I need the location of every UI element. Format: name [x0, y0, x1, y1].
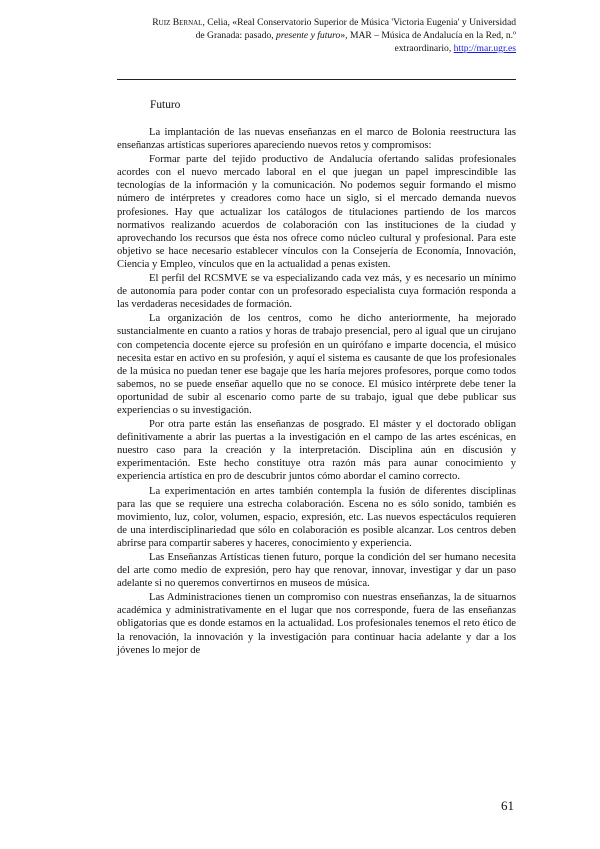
paragraph: La implantación de las nuevas enseñanzas en el marco de Bolonia reestructura las enseñanzas artísticas superiores apareciendo nuevos retos y compromisos: [117, 127, 516, 152]
running-header [110, 16, 516, 55]
header-line-3 [110, 42, 516, 55]
paragraph: Las Enseñanzas Artísticas tienen futuro, porque la condición del ser humano necesita del arte como medio de expresión, pero hay que renovar, innovar, investigar y dar un paso adelante si no queremos convertirnos en museos de música. [117, 552, 516, 590]
header-line-2 [110, 29, 516, 42]
body-text [117, 126, 516, 658]
paragraph: La experimentación en artes también contempla la fusión de diferentes disciplinas para las que se requiere una estrecha colaboración. Escena no es sólo sonido, también es movimiento, luz, color, volumen, espacio, expresión, etc. Las nuevos espectáculos requieren de una interdisciplinariedad que sólo en colaboración es posible alcanzar. Los centros deben abrirse para compartir saberes y haceres, conocimiento y experiencia. [117, 485, 516, 549]
header-line-1-rest: , Celia, «Real Conservatorio Superior de Música 'Victoria Eugenia' y Universidad [202, 17, 516, 28]
header-line-2-b: », MAR – Música de Andalucía en la Red, n.º [340, 30, 516, 41]
header-line-3-text: extraordinario, [394, 43, 454, 54]
paragraph: Por otra parte están las enseñanzas de posgrado. El máster y el doctorado obligan definitivamente a abrir las puertas a la investigación en el campo de las artes escénicas, en nuestro caso para la creación y la interpretación. Disciplina aún en discusión y experimentación. Este hecho constituye otra razón más para aunar conocimiento y experiencia artística en pro de descubrir juntos cómo abordar el camino correcto. [117, 419, 516, 483]
header-line-2-em: presente y futuro [276, 30, 341, 41]
header-link[interactable]: http://mar.ugr.es [453, 43, 516, 54]
paragraph: La organización de los centros, como he dicho anteriormente, ha mejorado sustancialmente en cuanto a ratios y horas de trabajo presencial, pero al igual que un cirujano con competencia docente ejerce su profesión en un quirófano e imparte docencia, el músico necesita estar en activo en su profesión, y aquí el sistema es causante de que los profesionales de la música no puedan tener ese bagaje que les haría mejores profesores, porque como todos sabemos, no se puede enseñar aquello que no se conoce. El músico intérprete debe tener la oportunidad de subir al escenario como parte de su trabajo, igual que debe publicar sus experiencias o su investigación. [117, 313, 516, 416]
paragraph: Formar parte del tejido productivo de Andalucía ofertando salidas profesionales acordes con el nuevo mercado laboral en el que juegan un papel imprescindible las tecnologías de la información y la comunicación. No podemos seguir formando el mismo número de intérpretes y creadores como hace un siglo, si el mercado demanda nuevos profesiones. Hay que actualizar los catálogos de titulaciones partiendo de los marcos normativos realizando acuerdos de colaboración con las instituciones de la ciudad y aprovechando los recursos que ésta nos ofrece como núcleo cultural y profesional. Para este objetivo se hace necesario establecer vínculos con la Consejería de Economía, Innovación, Ciencia y Empleo, vínculos que en la actualidad a penas existen. [117, 154, 516, 270]
section-title: Futuro [150, 99, 181, 111]
header-line-1 [110, 16, 516, 29]
paragraph: Las Administraciones tienen un compromiso con nuestras enseñanzas, la de situarnos académica y administrativamente en el lugar que nos corresponde, fuera de las enseñanzas obligatorias que es donde estamos en la actualidad. Los profesionales tenemos el reto ético de la renovación, la innovación y la investigación para continuar hacia adelante y dar a los jóvenes lo mejor de [117, 592, 516, 656]
header-rule [117, 79, 516, 80]
page-number: 61 [501, 798, 514, 813]
header-line-2-a: de Granada: pasado, [195, 30, 277, 41]
header-author: Ruiz Bernal [152, 17, 203, 28]
paragraph: El perfil del RCSMVE se va especializando cada vez más, y es necesario un mínimo de autonomía para poder contar con un profesorado especialista cuya formación responda a las verdaderas necesidades de formación. [117, 273, 516, 311]
